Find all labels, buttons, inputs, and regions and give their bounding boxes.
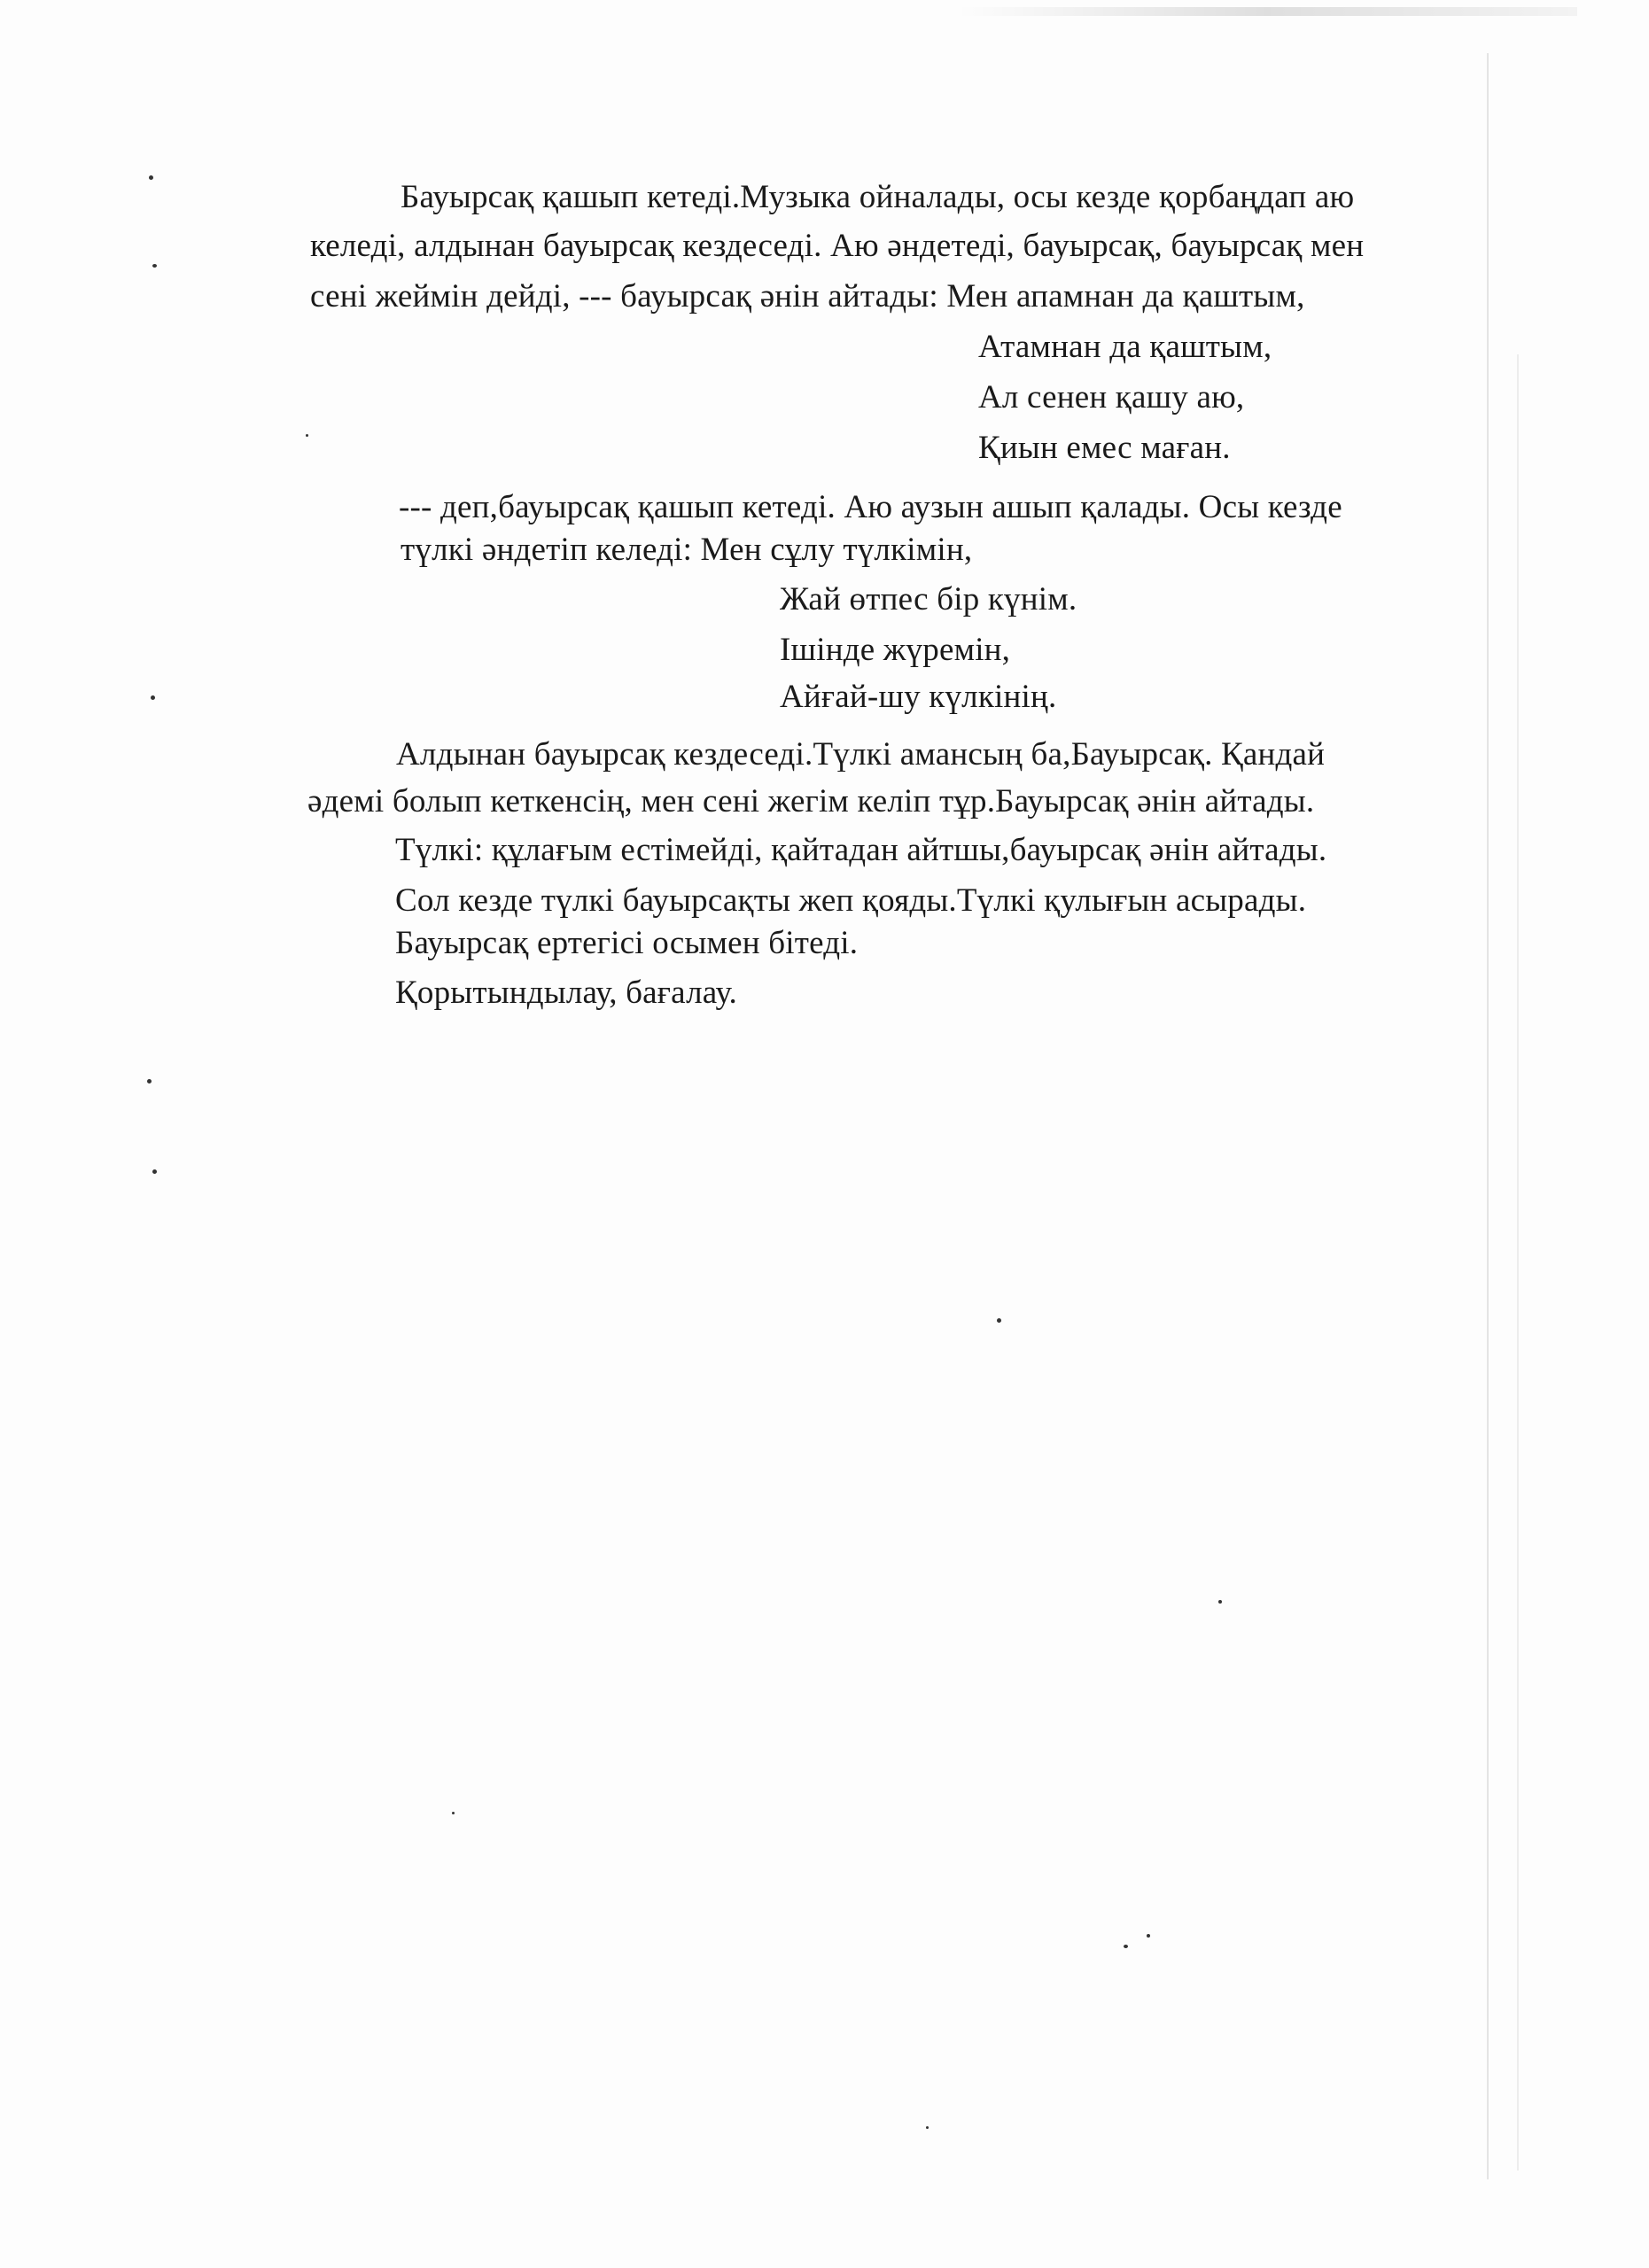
- scan-speck: [1147, 1934, 1150, 1938]
- scan-top-shadow: [957, 7, 1577, 16]
- scan-speck: [147, 1079, 152, 1084]
- text-line: --- деп,бауырсақ қашып кетеді. Аю аузын ашып қалады. Осы кезде: [399, 489, 1342, 525]
- scan-speck: [452, 1812, 455, 1814]
- scan-speck: [152, 1169, 157, 1174]
- verse-line: Жай өтпес бір күнім.: [780, 581, 1077, 617]
- verse-line: Ішінде жүремін,: [780, 632, 1011, 668]
- scan-speck: [1124, 1945, 1128, 1948]
- text-line: сені жеймін дейді, --- бауырсақ әнін айтады: Мен апамнан да қаштым,: [310, 278, 1305, 315]
- verse-line: Ал сенен қашу аю,: [978, 379, 1245, 416]
- scan-speck: [997, 1318, 1001, 1323]
- text-line: Түлкі: құлағым естімейді, қайтадан айтшы,бауырсақ әнін айтады.: [395, 832, 1327, 868]
- text-line: келеді, алдынан бауырсақ кездеседі. Аю әндетеді, бауырсақ, бауырсақ мен: [310, 228, 1365, 264]
- scan-speck: [1218, 1600, 1222, 1604]
- scan-edge-streak: [1517, 354, 1519, 2171]
- scan-speck: [149, 175, 153, 180]
- scan-speck: [151, 695, 155, 700]
- text-line: Сол кезде түлкі бауырсақты жеп қояды.Түлкі қулығын асырады.: [395, 882, 1307, 919]
- scan-speck: [926, 2126, 929, 2129]
- text-line: Бауырсақ ертегісі осымен бітеді.: [395, 925, 859, 961]
- scan-speck: [152, 264, 157, 268]
- scan-edge-streak: [1487, 53, 1489, 2179]
- text-line: әдемі болып кеткенсің, мен сені жегім келіп тұр.Бауырсақ әнін айтады.: [307, 783, 1315, 819]
- verse-line: Айғай-шу күлкінің.: [780, 679, 1057, 715]
- text-line: түлкі әндетіп келеді: Мен сұлу түлкімін,: [401, 532, 973, 568]
- text-line: Қорытындылау, бағалау.: [395, 975, 737, 1011]
- text-line: Алдынан бауырсақ кездеседі.Түлкі амансың ба,Бауырсақ. Қандай: [396, 736, 1326, 773]
- scan-speck: [306, 434, 308, 437]
- verse-line: Атамнан да қаштым,: [978, 329, 1272, 365]
- verse-line: Қиын емес маған.: [978, 430, 1231, 466]
- text-line: Бауырсақ қашып кетеді.Музыка ойналады, осы кезде қорбаңдап аю: [401, 179, 1355, 215]
